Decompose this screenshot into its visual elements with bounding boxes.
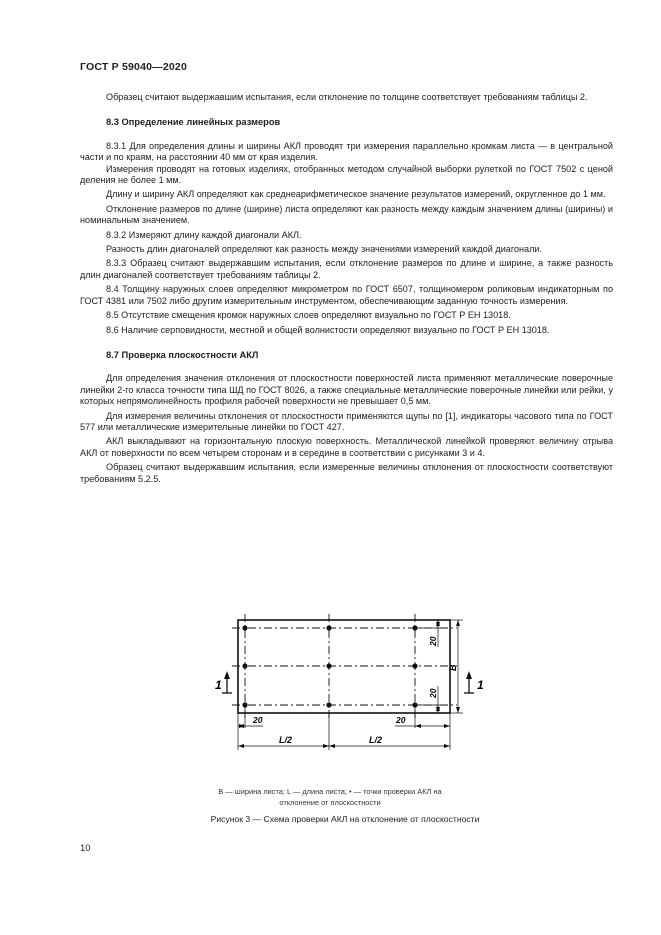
dim-label-l-half-left: L/2 bbox=[279, 735, 293, 745]
paragraph: 8.6 Наличие серповидности, местной и общей волнистости определяют визуально по ГОСТ Р ЕН 13018. bbox=[106, 324, 550, 335]
figure-legend: B — ширина листа; L — длина листа; • — точки проверки АКЛ на отклонение от плоскостности bbox=[218, 787, 442, 807]
dim-label-b: B bbox=[448, 664, 458, 671]
paragraph: Образец считают выдержавшим испытания, если измеренные величины отклонения от плоскостности соответствуют требованиям 5.2.5. bbox=[80, 462, 613, 484]
paragraph: Для измерения величины отклонения от плоскостности применяются щупы по [1], индикаторы часового типа по ГОСТ 577 или металлические измерительные линейки по ГОСТ 427. bbox=[80, 410, 613, 432]
section-label-right: 1 bbox=[477, 678, 484, 692]
section-label-left: 1 bbox=[215, 678, 222, 692]
figure-3-diagram bbox=[205, 600, 495, 760]
measurement-lines bbox=[232, 614, 457, 720]
document-code: ГОСТ Р 59040—2020 bbox=[80, 61, 188, 73]
page-number: 10 bbox=[80, 843, 91, 854]
paragraph: 8.4 Толщину наружных слоев определяют микрометром по ГОСТ 6507, толщиномером роликовым индикаторным по ГОСТ 4381 или 7502 либо другим измерительным инструментом, обеспечивающим заданную точность измерения. bbox=[80, 284, 613, 306]
main-text bbox=[80, 92, 613, 485]
section-heading-8-3: 8.3 Определение линейных размеров bbox=[106, 117, 281, 128]
paragraph: АКЛ выкладывают на горизонтальную плоскую поверхность. Металлической линейкой проверяют величину отрыва АКЛ от поверхности по всем четырем сторонам и в середине в соответствии с рисунками 3 и 4. bbox=[80, 436, 613, 458]
paragraph: 8.3.3 Образец считают выдержавшим испытания, если отклонение размеров по длине и ширине, а также разность длин диагоналей соответствует требованиям таблицы 2. bbox=[80, 258, 613, 280]
sheet-outline bbox=[238, 620, 450, 713]
dim-label-l-half-right: L/2 bbox=[369, 735, 383, 745]
paragraph: Длину и ширину АКЛ определяют как среднеарифметическое значение результатов измерений, округленное до 1 мм. bbox=[106, 189, 606, 200]
paragraph: 8.3.1 Для определения длины и ширины АКЛ проводят три измерения параллельно кромкам листа — в центральной части и по краям, на расстоянии 40 мм от края изделия. bbox=[80, 140, 613, 163]
check-points bbox=[242, 625, 417, 707]
paragraph: Отклонение размеров по длине (ширине) листа определяют как разность между каждым значением длины (ширины) и номинальным значением. bbox=[80, 203, 613, 226]
paragraph: Разность длин диагоналей определяют как разность между значениями измерений каждой диагонали. bbox=[106, 244, 543, 255]
section-marker-right bbox=[464, 671, 474, 693]
section-heading-8-7: 8.7 Проверка плоскостности АКЛ bbox=[106, 349, 259, 360]
dim-label-20-top: 20 bbox=[428, 636, 438, 646]
paragraph: Измерения проводят на готовых изделиях, отобранных методом случайной выборки рулеткой по ГОСТ 7502 с ценой деления не более 1 мм. bbox=[80, 163, 613, 186]
figure-caption: Рисунок 3 — Схема проверки АКЛ на отклонение от плоскостности bbox=[210, 814, 480, 824]
flatness-scheme-drawing bbox=[205, 600, 495, 760]
paragraph: Для определения значения отклонения от плоскостности поверхностей листа применяют металлические поверочные линейки 2-го класса точности типа ШД по ГОСТ 8026, а также специальные металлические поверочные линейки или рейки, у которых непрямолинейность профиля рабочей поверхности не превышает 0,5 мм. bbox=[80, 373, 613, 407]
dim-label-20-right: 20 bbox=[396, 715, 406, 725]
paragraph: 8.5 Отсутствие смещения кромок наружных слоев определяют визуально по ГОСТ Р ЕН 13018. bbox=[106, 310, 511, 321]
section-marker-left bbox=[222, 671, 232, 693]
dim-label-20-bottom: 20 bbox=[428, 688, 438, 698]
paragraph: Образец считают выдержавшим испытания, если отклонение по толщине соответствует требованиям таблицы 2. bbox=[106, 92, 588, 102]
dim-label-20-left: 20 bbox=[253, 715, 263, 725]
paragraph: 8.3.2 Измеряют длину каждой диагонали АКЛ. bbox=[106, 229, 302, 240]
